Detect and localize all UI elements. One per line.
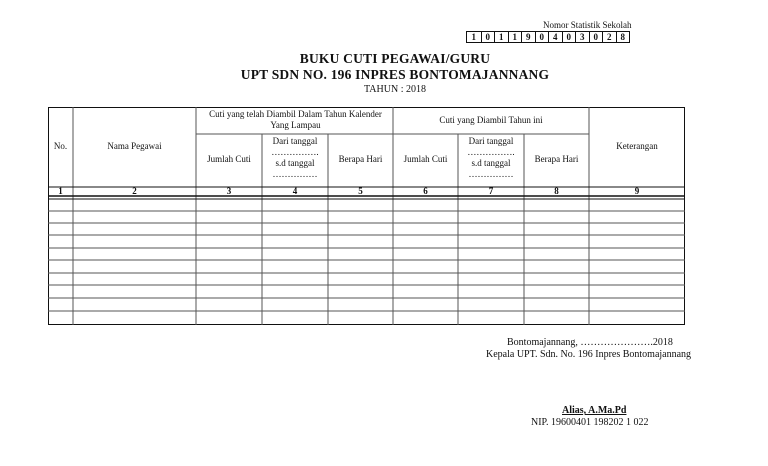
header-dari-tanggal <box>458 136 524 180</box>
nss-digit-box: 0 <box>589 32 603 42</box>
nss-label: Nomor Statistik Sekolah <box>543 20 632 30</box>
nss-digit-box: 4 <box>548 32 562 42</box>
dots-line: …………… <box>468 169 514 179</box>
leave-table <box>48 107 685 325</box>
dots-line: ……………. <box>271 147 319 157</box>
dari-tanggal-label: Dari tanggal <box>468 136 514 146</box>
column-number: 4 <box>292 186 298 196</box>
school-name: UPT SDN NO. 196 INPRES BONTOMAJANNANG <box>240 67 550 82</box>
header-berapa-hari: Berapa Hari <box>338 154 383 164</box>
column-number: 7 <box>488 186 494 196</box>
column-number: 9 <box>634 186 640 196</box>
signatory-position: Kepala UPT. Sdn. No. 196 Inpres Bontomajannang <box>486 349 692 360</box>
column-number: 8 <box>554 186 559 196</box>
header-cuti-tahun-ini: Cuti yang Diambil Tahun ini <box>439 115 543 125</box>
column-number: 5 <box>358 186 363 196</box>
header-jumlah-cuti: Jumlah Cuti <box>207 154 251 164</box>
signatory-nip: NIP. 19600401 198202 1 022 <box>531 417 649 428</box>
nss-digit-box: 0 <box>481 32 495 42</box>
header-keterangan: Keterangan <box>616 141 658 151</box>
column-number: 2 <box>132 186 137 196</box>
nss-digit-box: 0 <box>535 32 549 42</box>
column-number: 1 <box>58 186 63 196</box>
nss-digit-box: 1 <box>471 32 476 42</box>
signatory-name: Alias, A.Ma.Pd <box>562 405 627 416</box>
header-cuti-lampau: Cuti yang telah Diambil Dalam Tahun Kalender Yang Lampau <box>209 109 382 130</box>
nss-digit-box: 1 <box>494 32 508 42</box>
header-berapa-hari: Berapa Hari <box>534 154 579 164</box>
nss-digit-box: 8 <box>616 32 630 42</box>
nss-number-boxes <box>466 31 630 43</box>
dari-tanggal-label: Dari tanggal <box>272 136 318 146</box>
sd-tanggal-label: s.d tanggal <box>471 158 511 168</box>
nss-digit-box: 1 <box>508 32 522 42</box>
nss-digit-box: 9 <box>521 32 535 42</box>
header-no: No. <box>53 141 68 151</box>
header-nama-pegawai: Nama Pegawai <box>107 141 162 151</box>
sd-tanggal-label: s.d tanggal <box>275 158 315 168</box>
dots-line: …………… <box>272 169 318 179</box>
place-date: Bontomajannang, ………………….2018 <box>507 337 673 348</box>
dots-line: ……………. <box>467 147 515 157</box>
year-line: TAHUN : 2018 <box>364 84 426 95</box>
nss-digit-box: 3 <box>575 32 589 42</box>
document-title: BUKU CUTI PEGAWAI/GURU <box>299 51 491 66</box>
nss-digit-box: 0 <box>562 32 576 42</box>
table-grid-lines <box>48 107 685 325</box>
header-dari-tanggal <box>262 136 328 180</box>
column-number: 6 <box>423 186 428 196</box>
column-number: 3 <box>226 186 232 196</box>
nss-digit-box: 2 <box>602 32 616 42</box>
header-jumlah-cuti: Jumlah Cuti <box>403 154 448 164</box>
